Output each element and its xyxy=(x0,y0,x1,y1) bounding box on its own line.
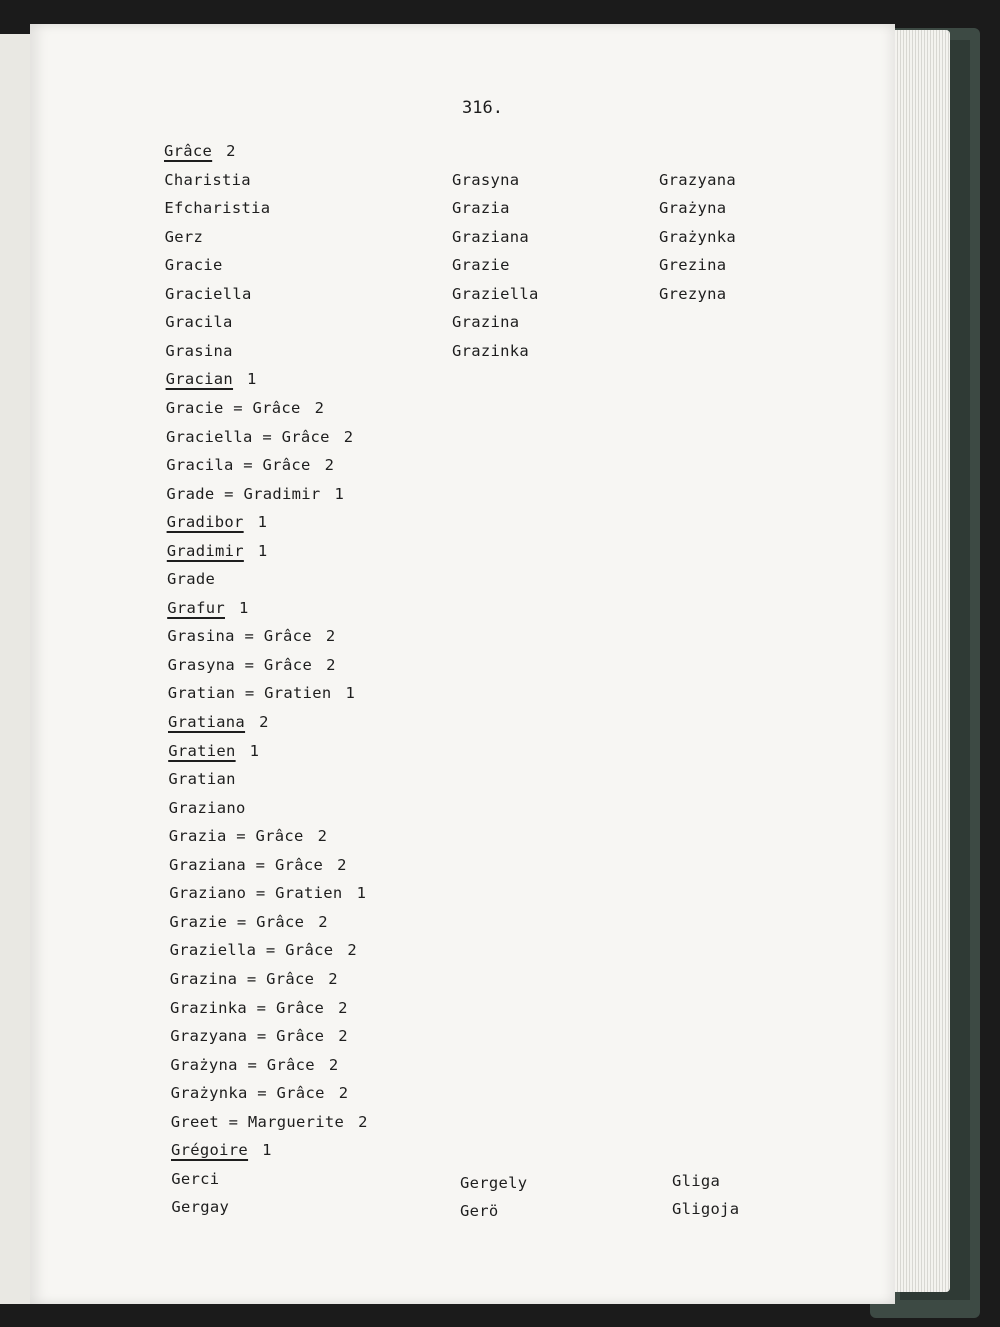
entry-line xyxy=(167,513,268,531)
entry-line xyxy=(168,656,336,674)
entry-name: Gratian xyxy=(168,770,236,789)
entry-name: Graziano = Gratien xyxy=(169,884,343,903)
variant-name: Gerö xyxy=(460,1202,499,1221)
entry-count: 2 xyxy=(317,827,328,846)
entry-count: 2 xyxy=(337,855,347,874)
entry-line xyxy=(165,285,252,303)
entry-line xyxy=(164,199,270,217)
entry-count: 2 xyxy=(338,1027,348,1046)
entry-line xyxy=(168,713,269,731)
entry-line xyxy=(164,142,236,160)
entry-name: Grazina = Grâce xyxy=(169,969,315,988)
entry-line xyxy=(165,342,232,360)
entry-name: Gerci xyxy=(171,1169,220,1188)
entry-line xyxy=(171,1170,219,1188)
entry-count: 2 xyxy=(326,655,336,674)
entry-name: Gergay xyxy=(171,1198,230,1217)
entry-name: Graziano xyxy=(168,798,246,817)
entry-name: Grasina = Grâce xyxy=(167,627,312,646)
variant-name: Grazia xyxy=(452,199,510,218)
entry-line xyxy=(168,684,355,702)
entry-count: 2 xyxy=(314,398,325,417)
variant-name: Gergely xyxy=(460,1173,528,1192)
entry-name: Grażyna = Grâce xyxy=(170,1055,315,1074)
variant-name: Grażyna xyxy=(659,199,727,218)
entry-line xyxy=(170,941,357,959)
entry-line xyxy=(171,1141,272,1159)
entry-line xyxy=(168,770,235,788)
entry-count: 1 xyxy=(356,884,367,903)
entry-count: 2 xyxy=(318,912,328,931)
entry-count: 2 xyxy=(226,142,236,160)
entry-name: Gradimir xyxy=(166,541,244,560)
entry-name: Gratian = Gratien xyxy=(167,684,332,703)
entry-count: 2 xyxy=(347,941,357,960)
entry-count: 1 xyxy=(238,598,249,617)
entry-name: Graziella = Grâce xyxy=(169,941,334,960)
entry-name: Graciella = Grâce xyxy=(166,427,330,446)
variant-name: Graziella xyxy=(452,284,539,303)
entry-name: Grade xyxy=(167,570,216,589)
entry-line xyxy=(169,799,246,817)
entry-count: 1 xyxy=(257,513,268,532)
entry-count: 1 xyxy=(334,484,345,503)
entry-name: Grazyana = Grâce xyxy=(170,1027,325,1046)
entry-name: Gracila xyxy=(165,313,233,332)
entry-count: 2 xyxy=(328,969,338,988)
left-page-edge xyxy=(0,34,32,1304)
variant-name: Grażynka xyxy=(659,227,737,246)
entry-line xyxy=(171,1198,229,1216)
entry-line xyxy=(165,228,204,246)
entry-count: 2 xyxy=(358,1112,368,1131)
entry-line xyxy=(170,970,338,988)
entry-name: Grasina xyxy=(165,341,233,360)
entry-count: 1 xyxy=(257,541,268,560)
variant-name: Grasyna xyxy=(452,170,520,189)
entry-name: Gradibor xyxy=(166,513,244,532)
entry-name: Gracie = Grâce xyxy=(165,398,301,417)
entry-line xyxy=(170,999,348,1017)
entry-count: 2 xyxy=(338,998,348,1017)
entry-name: Efcharistia xyxy=(164,199,271,218)
variant-name: Graziana xyxy=(452,227,530,246)
entry-name: Gratiana xyxy=(168,713,246,731)
variant-name: Grezyna xyxy=(659,284,727,303)
entry-name: Grazie = Grâce xyxy=(169,912,305,931)
entry-count: 2 xyxy=(338,1084,349,1103)
entry-count: 2 xyxy=(324,456,335,475)
variant-name: Gligoja xyxy=(672,1200,740,1219)
entry-count: 2 xyxy=(325,627,336,646)
entry-name: Greet = Marguerite xyxy=(170,1112,345,1131)
entry-name: Graziana = Grâce xyxy=(169,855,324,874)
book-page xyxy=(30,24,895,1304)
entry-name: Gratien xyxy=(168,741,236,760)
entry-line xyxy=(167,627,335,645)
entry-name: Grafur xyxy=(167,598,225,617)
variant-name: Grazyana xyxy=(659,170,737,189)
entry-name: Grégoire xyxy=(171,1141,249,1160)
entry-line xyxy=(171,1113,368,1131)
entry-line xyxy=(166,370,257,388)
entry-line xyxy=(166,399,325,417)
entry-line xyxy=(167,570,215,588)
entry-count: 1 xyxy=(247,370,257,389)
variant-name: Grezina xyxy=(659,256,727,275)
page-number: 316. xyxy=(462,98,503,118)
entry-name: Charistia xyxy=(164,170,251,189)
entry-count: 1 xyxy=(262,1141,272,1160)
entry-line xyxy=(166,428,353,446)
entry-line xyxy=(168,742,259,760)
entry-line xyxy=(169,856,347,874)
entry-count: 2 xyxy=(343,427,354,446)
entry-line xyxy=(169,827,328,845)
entry-name: Grażynka = Grâce xyxy=(170,1084,325,1103)
entry-line xyxy=(166,456,334,474)
entry-line xyxy=(167,599,248,617)
variant-name: Grazina xyxy=(452,313,520,332)
entry-line xyxy=(170,1027,348,1045)
entry-count: 2 xyxy=(328,1055,339,1074)
entry-count: 1 xyxy=(345,684,356,703)
entry-line xyxy=(167,542,268,560)
variant-name: Grazie xyxy=(452,256,510,275)
entry-line xyxy=(165,313,232,331)
entry-name: Graciella xyxy=(165,284,252,303)
entry-name: Grâce xyxy=(164,142,213,160)
entry-line xyxy=(166,485,344,503)
entry-name: Gracila = Grâce xyxy=(166,456,311,475)
entry-count: 2 xyxy=(259,713,269,731)
entry-line xyxy=(169,884,366,902)
entry-line xyxy=(171,1084,349,1102)
variant-name: Grazinka xyxy=(452,341,530,360)
entry-name: Gracian xyxy=(165,370,234,389)
entry-name: Gracie xyxy=(164,256,223,275)
entry-line xyxy=(169,913,328,931)
entry-name: Grazia = Grâce xyxy=(168,827,304,846)
entry-name: Grazinka = Grâce xyxy=(170,998,325,1017)
entry-line xyxy=(164,171,251,189)
entry-line xyxy=(170,1056,338,1074)
entry-name: Grasyna = Grâce xyxy=(167,655,313,674)
entry-count: 1 xyxy=(249,741,260,760)
entry-name: Gerz xyxy=(164,227,204,246)
variant-name: Gliga xyxy=(672,1171,721,1190)
entry-line xyxy=(165,256,223,274)
entry-name: Grade = Gradimir xyxy=(166,484,321,503)
